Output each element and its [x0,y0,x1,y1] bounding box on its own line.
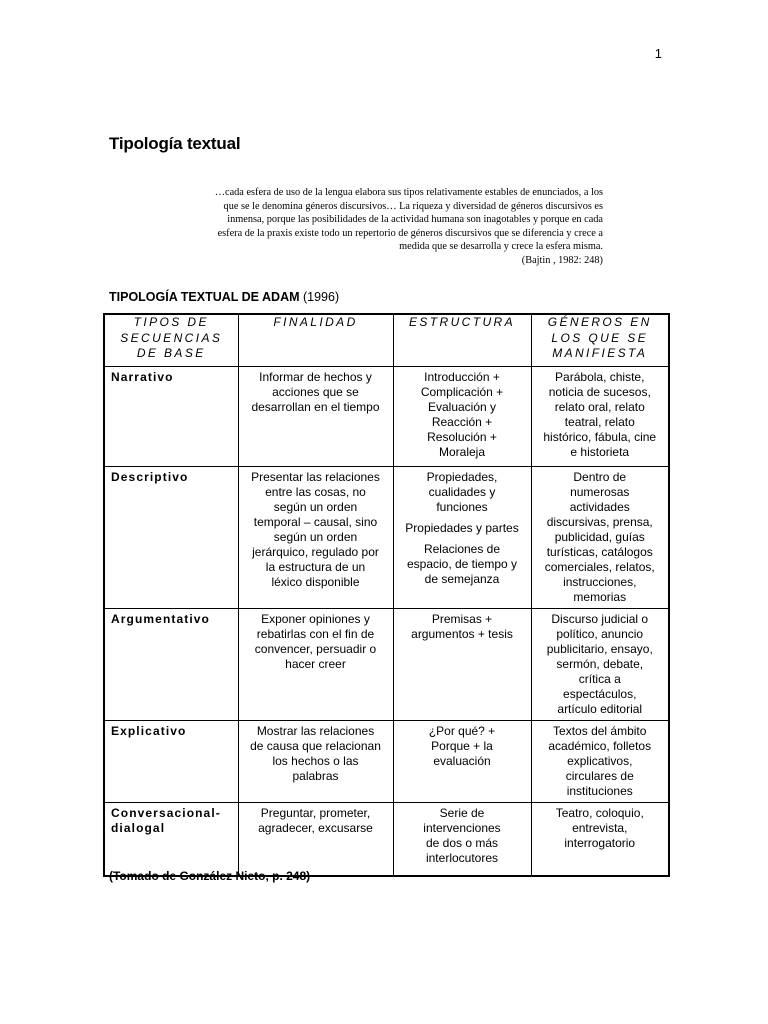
header-estructura [393,314,531,366]
generos-line: Parábola, chiste, [555,369,645,384]
finalidad-cell [238,608,393,720]
epigraph-citation: (Bajtin , 1982: 248) [521,254,603,266]
estructura-cell [393,366,531,466]
estructura-line: espacio, de tiempo y [406,556,518,571]
header-line: ESTRUCTURA [408,315,515,329]
finalidad-line: agradecer, excusarse [258,820,373,835]
sequence-type-label: Narrativo [111,369,174,384]
page-title: Tipología textual [109,134,241,153]
generos-line: Textos del ámbito [553,723,647,738]
finalidad-line: Presentar las relaciones [251,469,380,484]
generos-line: académico, folletos [548,738,652,753]
generos-cell [531,720,669,802]
estructura-line: ¿Por qué? + [428,723,496,738]
generos-line: entrevista, [572,820,628,835]
finalidad-line: convencer, persuadir o [254,641,377,656]
estructura-line: interlocutores [425,850,499,865]
table-row [104,802,669,876]
typology-table [103,313,670,877]
estructura-line: Moraleja [438,444,486,459]
estructura-line: evaluación [433,753,491,768]
table-row [104,366,669,466]
table-row [104,608,669,720]
generos-line: Teatro, coloquio, [555,805,644,820]
generos-line: histórico, fábula, cine [543,429,657,444]
generos-line: relato oral, relato [554,399,645,414]
generos-cell [531,466,669,608]
finalidad-line: Mostrar las relaciones [256,723,375,738]
table-row [104,466,669,608]
finalidad-line: temporal – causal, sino [253,514,378,529]
sequence-type-label: Explicativo [111,723,187,738]
header-line: TIPOS DE [133,315,209,329]
sequence-type-label: dialogal [111,820,166,835]
table-heading [109,290,339,304]
table-heading-label: TIPOLOGÍA TEXTUAL DE ADAM [109,290,300,304]
estructura-line: Propiedades y partes [405,520,519,535]
generos-cell [531,802,669,876]
table-heading-year: (1996) [299,290,340,304]
finalidad-line: los hechos o las [272,753,359,768]
epigraph-line: esfera de la praxis existe todo un repertorio de géneros discursivos que se diferencia y crece a [217,227,603,239]
sequence-type-label: Conversacional- [111,805,221,820]
estructura-cell [393,802,531,876]
finalidad-line: rebatirlas con el fin de [256,626,375,641]
generos-line: político, anuncio [556,626,644,641]
header-line: DE BASE [136,346,206,360]
generos-line: e historieta [570,444,630,459]
estructura-line: Porque + la [431,738,493,753]
generos-line: artículo editorial [557,701,643,716]
generos-line: publicidad, guías [554,529,645,544]
generos-line: actividades [569,499,630,514]
estructura-line: intervenciones [423,820,501,835]
header-line: GÉNEROS EN [547,315,652,329]
sequence-type-cell [104,802,238,876]
generos-line: comerciales, relatos, [544,559,655,574]
epigraph-line: que se le denomina géneros discursivos… La riqueza y diversidad de géneros discursivos es [223,200,603,212]
table-row [104,720,669,802]
estructura-paragraph [398,370,527,460]
estructura-line: argumentos + tesis [411,626,513,641]
finalidad-cell [238,720,393,802]
generos-line: circulares de [565,768,634,783]
finalidad-line: Exponer opiniones y [261,611,370,626]
finalidad-line: según un orden [273,499,358,514]
estructura-line: Introducción + [424,369,500,384]
estructura-line: de semejanza [424,571,500,586]
generos-line: sermón, debate, [556,656,644,671]
estructura-line: cualidades y [428,484,496,499]
sequence-type-cell [104,366,238,466]
page-number: 1 [654,46,662,61]
header-line: SECUENCIAS [120,330,223,345]
header-tipos [104,314,238,366]
generos-line: memorias [573,589,627,604]
sequence-type-label: Descriptivo [111,469,189,484]
generos-cell [531,366,669,466]
header-line: FINALIDAD [273,315,358,329]
generos-line: discursivas, prensa, [546,514,653,529]
sequence-type-cell [104,720,238,802]
epigraph-quote [160,186,603,268]
source-note: (Tomado de González Nieto, p. 248) [109,869,311,883]
table-header-row [104,314,669,366]
estructura-line: Evaluación y [427,399,497,414]
estructura-cell [393,608,531,720]
header-generos [531,314,669,366]
finalidad-line: hacer creer [285,656,346,671]
sequence-type-label: Argumentativo [111,611,210,626]
estructura-line: Propiedades, [426,469,498,484]
header-line: LOS QUE SE [551,330,649,345]
finalidad-line: Preguntar, prometer, [260,805,371,820]
epigraph-line: inmensa, porque las posibilidades de la actividad humana son inagotables y porque en cada [227,214,603,226]
finalidad-line: jerárquico, regulado por [252,544,379,559]
generos-line: interrogatorio [564,835,636,850]
header-finalidad [238,314,393,366]
estructura-line: funciones [436,499,488,514]
generos-line: publicitario, ensayo, [546,641,653,656]
finalidad-line: palabras [292,768,339,783]
sequence-type-cell [104,466,238,608]
generos-line: instituciones [566,783,633,798]
finalidad-line: de causa que relacionan [250,738,381,753]
estructura-line: Complicación + [420,384,504,399]
finalidad-line: desarrollan en el tiempo [251,399,380,414]
epigraph-line: …cada esfera de uso de la lengua elabora sus tipos relativamente estables de enunciados, a los [214,187,603,198]
finalidad-cell [238,802,393,876]
generos-line: teatral, relato [564,414,635,429]
epigraph-line: medida que se desarrolla y crece la esfera misma. [399,241,603,253]
finalidad-line: la estructura de un [265,559,366,574]
finalidad-cell [238,366,393,466]
estructura-line: Resolución + [427,429,497,444]
finalidad-line: léxico disponible [271,574,360,589]
estructura-paragraph [398,806,527,866]
generos-line: Discurso judicial o [551,611,649,626]
finalidad-line: entre las cosas, no [265,484,366,499]
generos-line: explicativos, [567,753,633,768]
generos-line: numerosas [570,484,630,499]
estructura-paragraph [398,470,527,515]
generos-line: espectáculos, [563,686,637,701]
finalidad-line: Informar de hechos y [259,369,372,384]
generos-line: Dentro de [573,469,627,484]
generos-line: turísticas, catálogos [546,544,653,559]
finalidad-cell [238,466,393,608]
generos-line: noticia de sucesos, [548,384,651,399]
generos-cell [531,608,669,720]
estructura-paragraph [398,612,527,642]
estructura-paragraph [398,724,527,769]
generos-line: instrucciones, [563,574,637,589]
estructura-line: Reacción + [431,414,493,429]
estructura-line: Relaciones de [423,541,501,556]
estructura-line: de dos o más [425,835,499,850]
estructura-line: Serie de [439,805,485,820]
estructura-paragraph [398,521,527,536]
estructura-cell [393,466,531,608]
estructura-cell [393,720,531,802]
generos-line: crítica a [578,671,621,686]
estructura-paragraph [398,542,527,587]
header-line: MANIFIESTA [552,346,648,360]
finalidad-line: acciones que se [272,384,359,399]
finalidad-line: según un orden [273,529,358,544]
sequence-type-cell [104,608,238,720]
estructura-line: Premisas + [431,611,493,626]
